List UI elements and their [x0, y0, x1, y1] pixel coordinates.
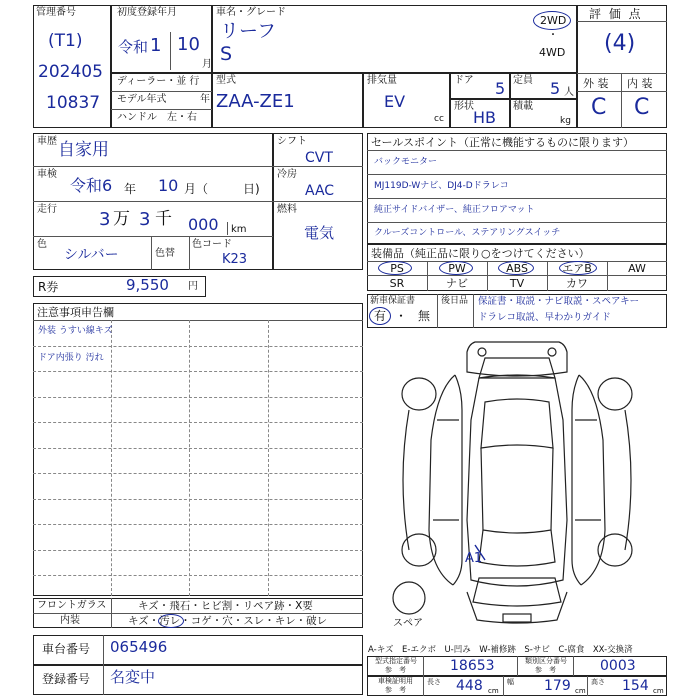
equip-airbag: エアB: [562, 262, 592, 275]
note-line-2: ドア内張り 汚れ: [38, 353, 104, 363]
recycle-box: [33, 276, 206, 297]
color-code: K23: [222, 252, 248, 267]
sales-point-2: MJ119D-Wナビ、DJ4-Dドラレコ: [374, 181, 509, 191]
cooler-value: AAC: [305, 183, 335, 199]
cooler-label: 冷房: [277, 169, 297, 180]
height-label: 高さ: [591, 678, 605, 686]
first-reg-era: 令和: [118, 38, 149, 56]
note-rule: [33, 550, 363, 551]
note-rule: [33, 422, 363, 423]
km-unit: km: [231, 224, 247, 235]
reg-no: 名変中: [110, 668, 156, 686]
cc-unit: cc: [434, 114, 444, 124]
sales-point-1: バックモニター: [374, 157, 438, 167]
displacement: EV: [384, 92, 406, 111]
warranty-label: 新車保証書: [370, 296, 416, 306]
later-line-1: 保証書・取説・ナビ取説・スペアキー: [478, 296, 640, 307]
damage-legend: A-キズ E-エクボ U-凹み W-補修跡 S-サビ C-腐食 XX-交換済: [368, 645, 633, 655]
note-rule: [33, 499, 363, 500]
note-rule: [33, 524, 363, 525]
mgmt-prefix: (T1): [48, 31, 83, 51]
inspection-label: 車検: [37, 169, 57, 180]
equip-ps: PS: [390, 262, 404, 275]
exterior-label: 外 装: [583, 77, 609, 90]
shift-value: CVT: [305, 150, 333, 166]
front-glass-items: キズ・飛石・ヒビ割・リペア跡・X要: [138, 600, 313, 612]
handle-label: ハンドル 左・右: [117, 112, 197, 123]
fuel-value: 電気: [304, 224, 335, 242]
insp-day-unit: 日): [243, 182, 260, 196]
mgmt-no-label: 管理番号: [36, 7, 76, 18]
recycle-label: R券: [38, 280, 59, 294]
color-change-label: 色替: [155, 248, 175, 259]
insp-month-unit: 月（: [184, 182, 209, 196]
load-label: 積載: [513, 101, 533, 112]
equip-navi: ナビ: [446, 277, 468, 290]
sales-points-title: セールスポイント（正常に機能するものに限ります）: [371, 136, 635, 149]
width-unit: cm: [575, 687, 586, 695]
notes-title: 注意事項申告欄: [37, 306, 114, 319]
doors: 5: [495, 79, 506, 98]
insp-era: 令和6: [70, 176, 113, 195]
name-grade-label: 車名・グレード: [216, 7, 286, 18]
equip-pw: PW: [448, 262, 466, 275]
chassis-label: 車台番号: [42, 642, 91, 656]
man-unit: 万: [113, 209, 130, 229]
drive-dot: ・: [548, 30, 558, 41]
interior-damage-items: キズ・汚レ・コゲ・穴・スレ・キレ・破レ: [128, 615, 328, 627]
car-damage-diagram: [367, 330, 667, 630]
drive-2wd: 2WD: [540, 14, 567, 27]
fuel-label: 燃料: [277, 204, 297, 215]
interior-label: 内 装: [627, 77, 653, 90]
interior-grade: C: [634, 95, 650, 120]
length-value: 448: [456, 678, 483, 694]
length-unit: cm: [488, 687, 499, 695]
mgmt-no-1: 202405: [38, 62, 103, 82]
length-label: 長さ: [427, 678, 441, 686]
mileage-man: 3: [99, 209, 111, 230]
note-line-1: 外装 うすい線キズ: [38, 326, 113, 336]
warranty-yes: 有: [374, 309, 387, 323]
history-value: 自家用: [58, 140, 109, 160]
displacement-label: 排気量: [367, 75, 397, 86]
height-value: 154: [622, 678, 649, 694]
shape: HB: [473, 108, 497, 127]
exterior-grade: C: [591, 95, 607, 120]
capacity-unit: 人: [564, 87, 574, 98]
type-cert-no: 18653: [450, 658, 495, 674]
front-glass-label: フロントガラス: [37, 600, 107, 611]
model-year-unit: 年: [200, 94, 210, 105]
equip-aw: AW: [628, 262, 646, 275]
reg-no-label: 登録番号: [42, 672, 91, 686]
type-cert-label: 型式指定番号: [375, 657, 417, 665]
warranty-no: 無: [418, 309, 431, 323]
insp-month: 10: [158, 176, 179, 195]
recycle-value: 9,550: [126, 276, 169, 294]
insp-year-unit: 年: [124, 182, 137, 196]
drive-4wd: 4WD: [539, 46, 566, 59]
doors-label: ドア: [454, 75, 474, 86]
capacity: 5: [550, 79, 561, 98]
equipment-title: 装備品（純正品に限り○をつけてください）: [371, 247, 590, 260]
later-label: 後日品: [441, 296, 469, 306]
note-rule: [33, 371, 363, 372]
model-code: ZAA-ZE1: [216, 91, 295, 112]
cert-ref: 参 考: [385, 686, 406, 694]
equip-tv: TV: [509, 277, 525, 290]
height-unit: cm: [653, 687, 664, 695]
eval-label: 評 価 点: [589, 7, 643, 21]
kg-unit: kg: [560, 116, 571, 126]
capacity-label: 定員: [513, 75, 533, 86]
model-code-label: 型式: [216, 75, 236, 86]
width-label: 幅: [507, 678, 514, 686]
note-rule: [33, 346, 363, 347]
first-reg-month: 10: [177, 34, 200, 55]
sales-point-3: 純正サイドバイザー、純正フロアマット: [374, 205, 535, 215]
chassis-no: 065496: [110, 638, 168, 656]
color-value: シルバー: [64, 247, 119, 263]
color-label: 色: [37, 239, 47, 250]
class-no: 0003: [600, 658, 636, 674]
shape-label: 形状: [454, 101, 474, 112]
recycle-unit: 円: [188, 281, 198, 292]
note-rule: [33, 397, 363, 398]
mileage-rest: 000: [188, 215, 219, 234]
class-label: 類別区分番号: [525, 657, 567, 665]
dealer-label: ディーラー・並 行: [117, 76, 200, 87]
mgmt-no-2: 10837: [46, 93, 101, 113]
first-reg-month-unit: 月: [202, 59, 212, 70]
later-line-2: ドラレコ取説、早わかりガイド: [478, 312, 611, 323]
color-code-label: 色コード: [192, 239, 232, 250]
type-cert-ref: 参 考: [385, 666, 406, 674]
shift-label: シフト: [277, 136, 307, 147]
notes-box: [33, 303, 363, 596]
equip-sr: SR: [389, 277, 405, 290]
eval-score: (4): [604, 31, 636, 56]
model-year-label: モデル年式: [117, 94, 167, 105]
warranty-dot: ・: [395, 309, 408, 323]
equip-leather: カワ: [566, 277, 588, 290]
car-name: リーフ: [220, 20, 277, 42]
note-rule: [33, 448, 363, 449]
car-grade: S: [220, 43, 233, 65]
mark-a1: A1: [465, 551, 483, 566]
equip-abs: ABS: [506, 262, 528, 275]
history-label: 車歴: [37, 136, 57, 147]
spare-label: スペア: [393, 618, 423, 629]
class-ref: 参 考: [535, 666, 556, 674]
sen-unit: 千: [155, 209, 172, 229]
note-rule: [33, 575, 363, 576]
first-reg-label: 初度登録年月: [117, 7, 177, 18]
sales-point-4: クルーズコントロール、ステアリングスイッチ: [374, 228, 561, 238]
cert-label: 車検証明用: [378, 677, 413, 685]
mileage-label: 走行: [37, 204, 57, 215]
note-rule: [33, 473, 363, 474]
mileage-sen: 3: [139, 209, 151, 230]
first-reg-year: 1: [150, 35, 162, 56]
interior-damage-label: 内装: [60, 615, 80, 626]
width-value: 179: [544, 678, 571, 694]
